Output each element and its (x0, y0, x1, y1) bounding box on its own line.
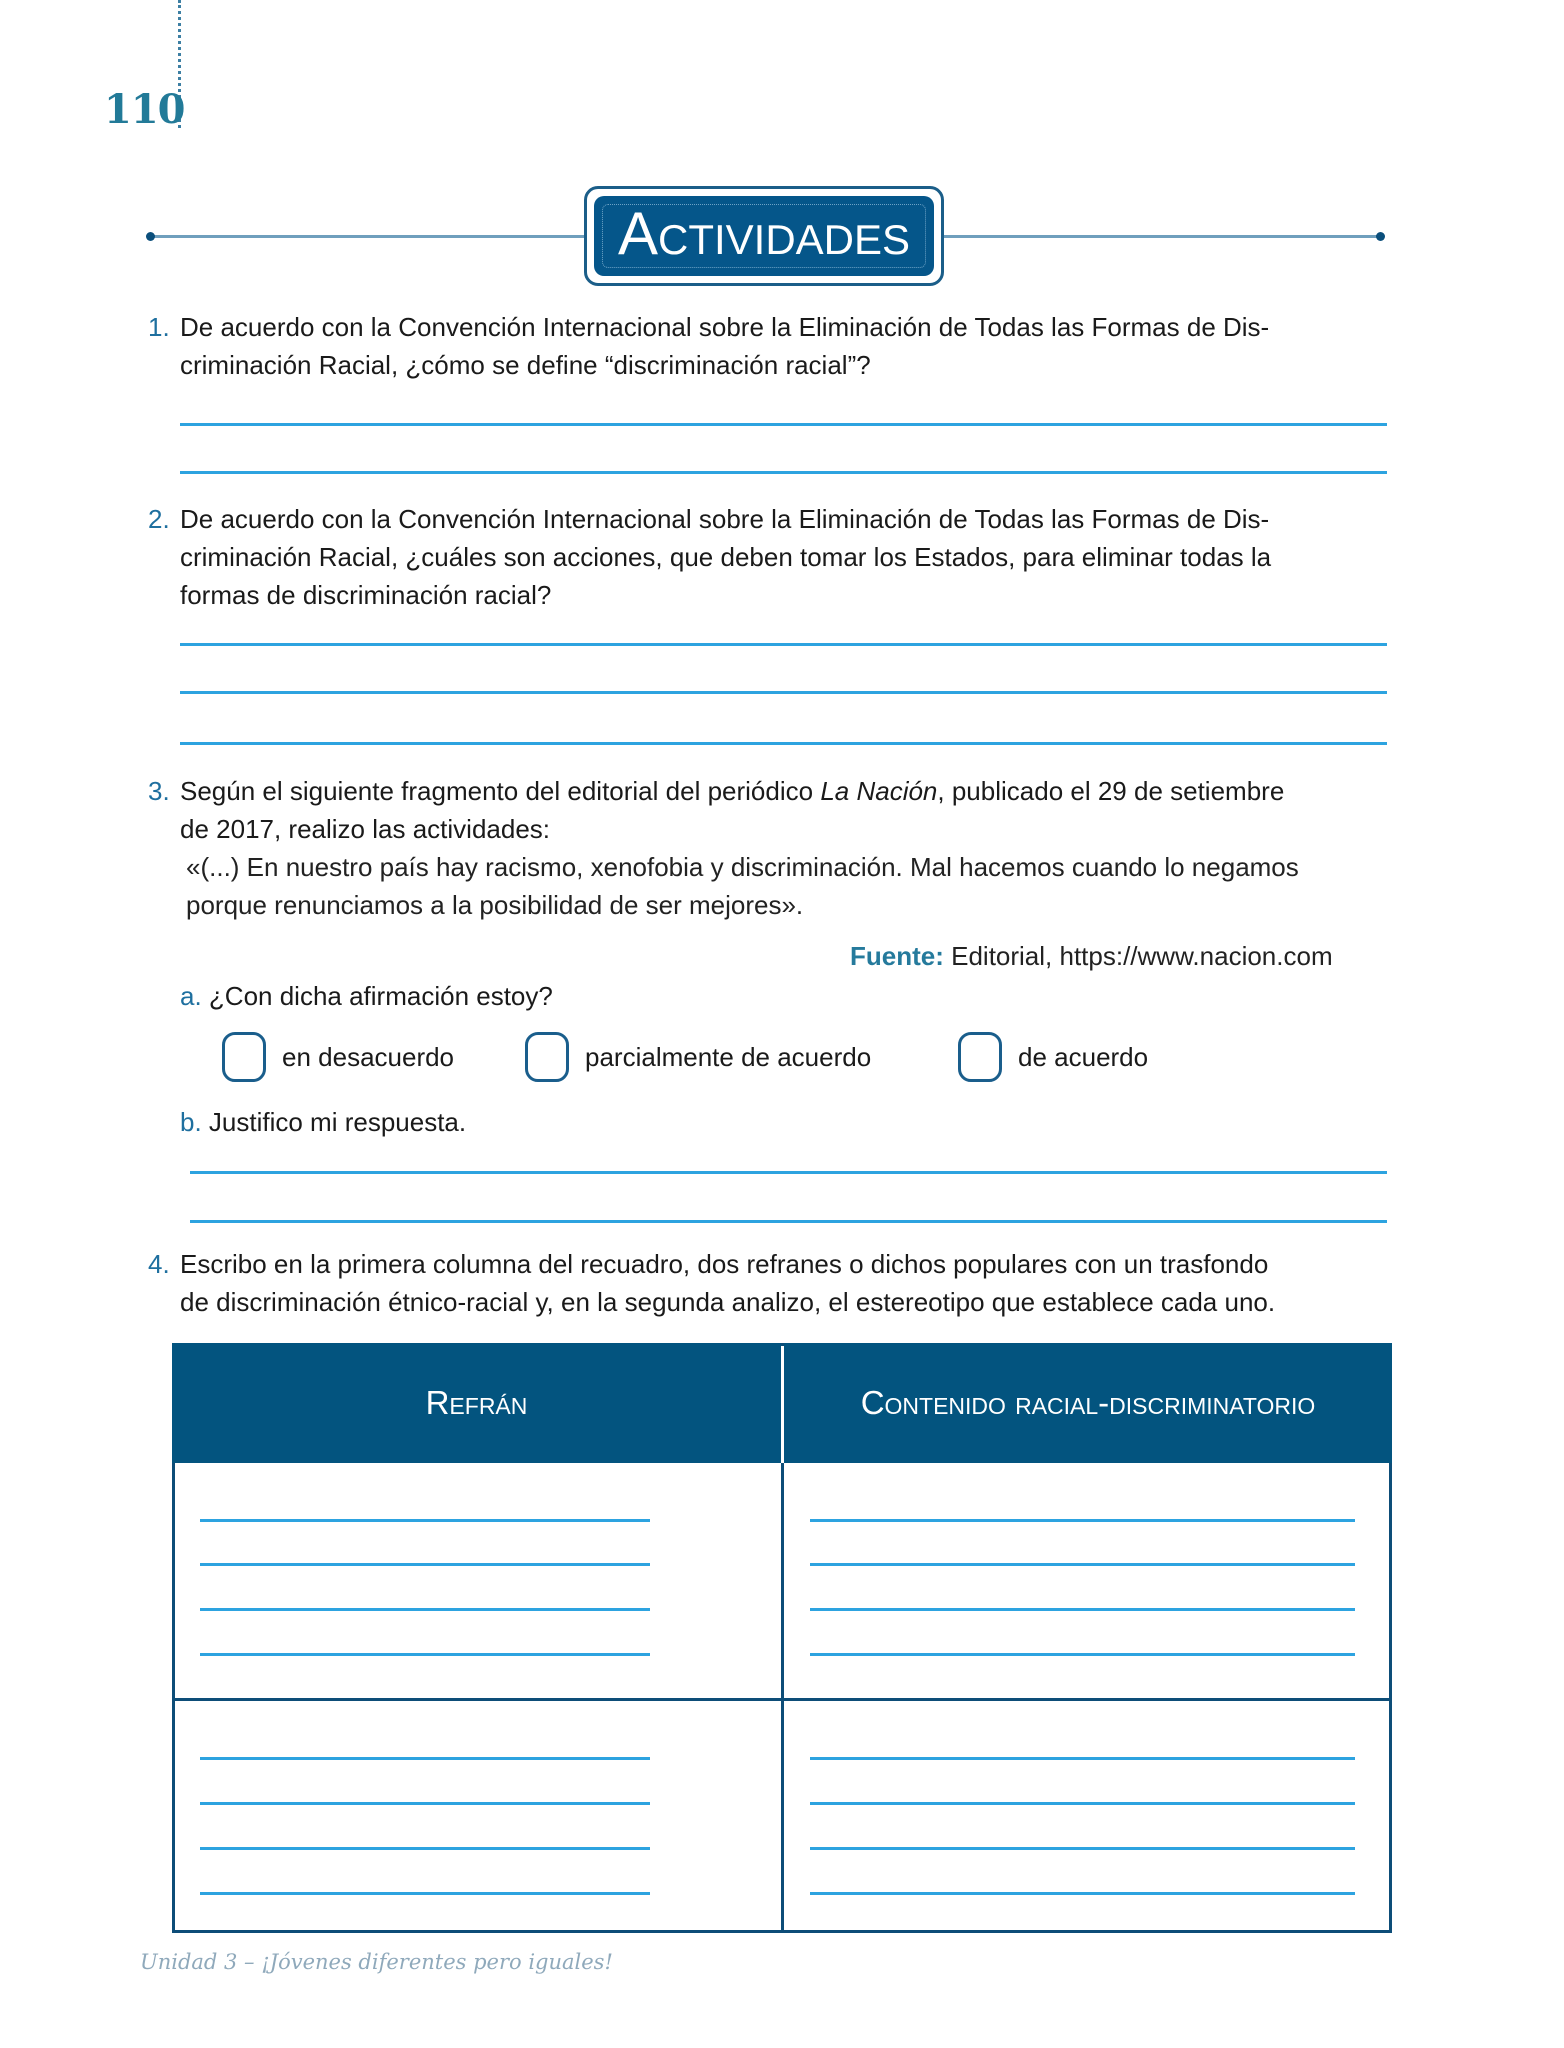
question-text-line: formas de discriminación racial? (180, 580, 552, 610)
question-number: 3. (148, 776, 170, 806)
subquestion-b (180, 1103, 466, 1141)
answer-line[interactable] (180, 643, 1387, 646)
answer-line[interactable] (190, 1171, 1387, 1174)
question-number: 4. (148, 1249, 170, 1279)
subquestion-label: a. (180, 981, 202, 1011)
answer-line[interactable] (810, 1563, 1355, 1566)
header-rule-right-dot (1376, 232, 1385, 241)
table-header-refran: Refrán (172, 1343, 781, 1463)
answer-line[interactable] (180, 471, 1387, 474)
source-text: Editorial, https://www.nacion.com (943, 941, 1333, 971)
answer-line[interactable] (810, 1608, 1355, 1611)
question-text-line: Según el siguiente fragmento del editorial del periódico La Nación, publicado el 29 de setiembre (180, 776, 1285, 806)
question-number: 1. (148, 312, 170, 342)
option-de-acuerdo[interactable] (958, 1032, 1148, 1082)
option-en-desacuerdo[interactable] (222, 1032, 454, 1082)
quote-line: porque renunciamos a la posibilidad de ser mejores». (186, 890, 804, 920)
question-text-line: criminación Racial, ¿cómo se define “discriminación racial”? (180, 350, 871, 380)
answer-line[interactable] (190, 1220, 1387, 1223)
question-text-line: de 2017, realizo las actividades: (180, 814, 551, 844)
answer-line[interactable] (200, 1757, 650, 1760)
question-4 (148, 1245, 1388, 1321)
answer-line[interactable] (200, 1847, 650, 1850)
answer-line[interactable] (200, 1563, 650, 1566)
question-text-line: de discriminación étnico-racial y, en la segunda analizo, el estereotipo que establece cada uno. (180, 1287, 1276, 1317)
answer-line[interactable] (200, 1892, 650, 1895)
answer-line[interactable] (810, 1892, 1355, 1895)
option-parcialmente-de-acuerdo[interactable] (525, 1032, 871, 1082)
question-text-line: De acuerdo con la Convención Internacional sobre la Eliminación de Todas las Formas de Dis- (180, 312, 1270, 342)
section-banner (584, 186, 944, 286)
quote-line: «(...) En nuestro país hay racismo, xenofobia y discriminación. Mal hacemos cuando lo negamos (186, 852, 1299, 882)
page-number: 110 (104, 86, 185, 133)
option-label: de acuerdo (1018, 1041, 1149, 1072)
page-footer: Unidad 3 – ¡Jóvenes diferentes pero iguales! (140, 1950, 613, 1974)
editorial-quote (186, 848, 1386, 924)
checkbox[interactable] (958, 1032, 1002, 1082)
question-number: 2. (148, 504, 170, 534)
checkbox[interactable] (525, 1032, 569, 1082)
checkbox[interactable] (222, 1032, 266, 1082)
header-column-divider (781, 1349, 784, 1462)
answer-line[interactable] (810, 1847, 1355, 1850)
answer-line[interactable] (180, 742, 1387, 745)
row-divider (175, 1698, 1389, 1701)
question-3 (148, 772, 1388, 848)
header-rule-left-dot (146, 232, 155, 241)
subquestion-text: ¿Con dicha afirmación estoy? (201, 981, 553, 1011)
question-2 (148, 500, 1388, 614)
answer-line[interactable] (810, 1653, 1355, 1656)
option-label: parcialmente de acuerdo (585, 1041, 872, 1072)
section-title: Actividades (617, 200, 911, 267)
refranes-table (172, 1343, 1392, 1933)
answer-line[interactable] (200, 1802, 650, 1805)
question-text-line: criminación Racial, ¿cuáles son acciones, que deben tomar los Estados, para eliminar todas la (180, 542, 1272, 572)
subquestion-a (180, 977, 553, 1015)
table-header-contenido: Contenido racial-discriminatorio (784, 1343, 1392, 1463)
source-citation (850, 937, 1333, 975)
answer-line[interactable] (180, 691, 1387, 694)
answer-line[interactable] (810, 1757, 1355, 1760)
answer-line[interactable] (180, 423, 1387, 426)
subquestion-label: b. (180, 1107, 202, 1137)
answer-line[interactable] (810, 1802, 1355, 1805)
answer-line[interactable] (200, 1653, 650, 1656)
answer-line[interactable] (200, 1519, 650, 1522)
question-1 (148, 308, 1388, 384)
source-label: Fuente: (850, 941, 944, 971)
subquestion-text: Justifico mi respuesta. (201, 1107, 467, 1137)
answer-line[interactable] (810, 1519, 1355, 1522)
option-label: en desacuerdo (282, 1041, 455, 1072)
question-text-line: De acuerdo con la Convención Internacional sobre la Eliminación de Todas las Formas de Dis- (180, 504, 1270, 534)
answer-line[interactable] (200, 1608, 650, 1611)
question-text-line: Escribo en la primera columna del recuadro, dos refranes o dichos populares con un trasfondo (180, 1249, 1269, 1279)
column-divider (781, 1463, 784, 1930)
newspaper-name: La Nación (820, 776, 938, 806)
